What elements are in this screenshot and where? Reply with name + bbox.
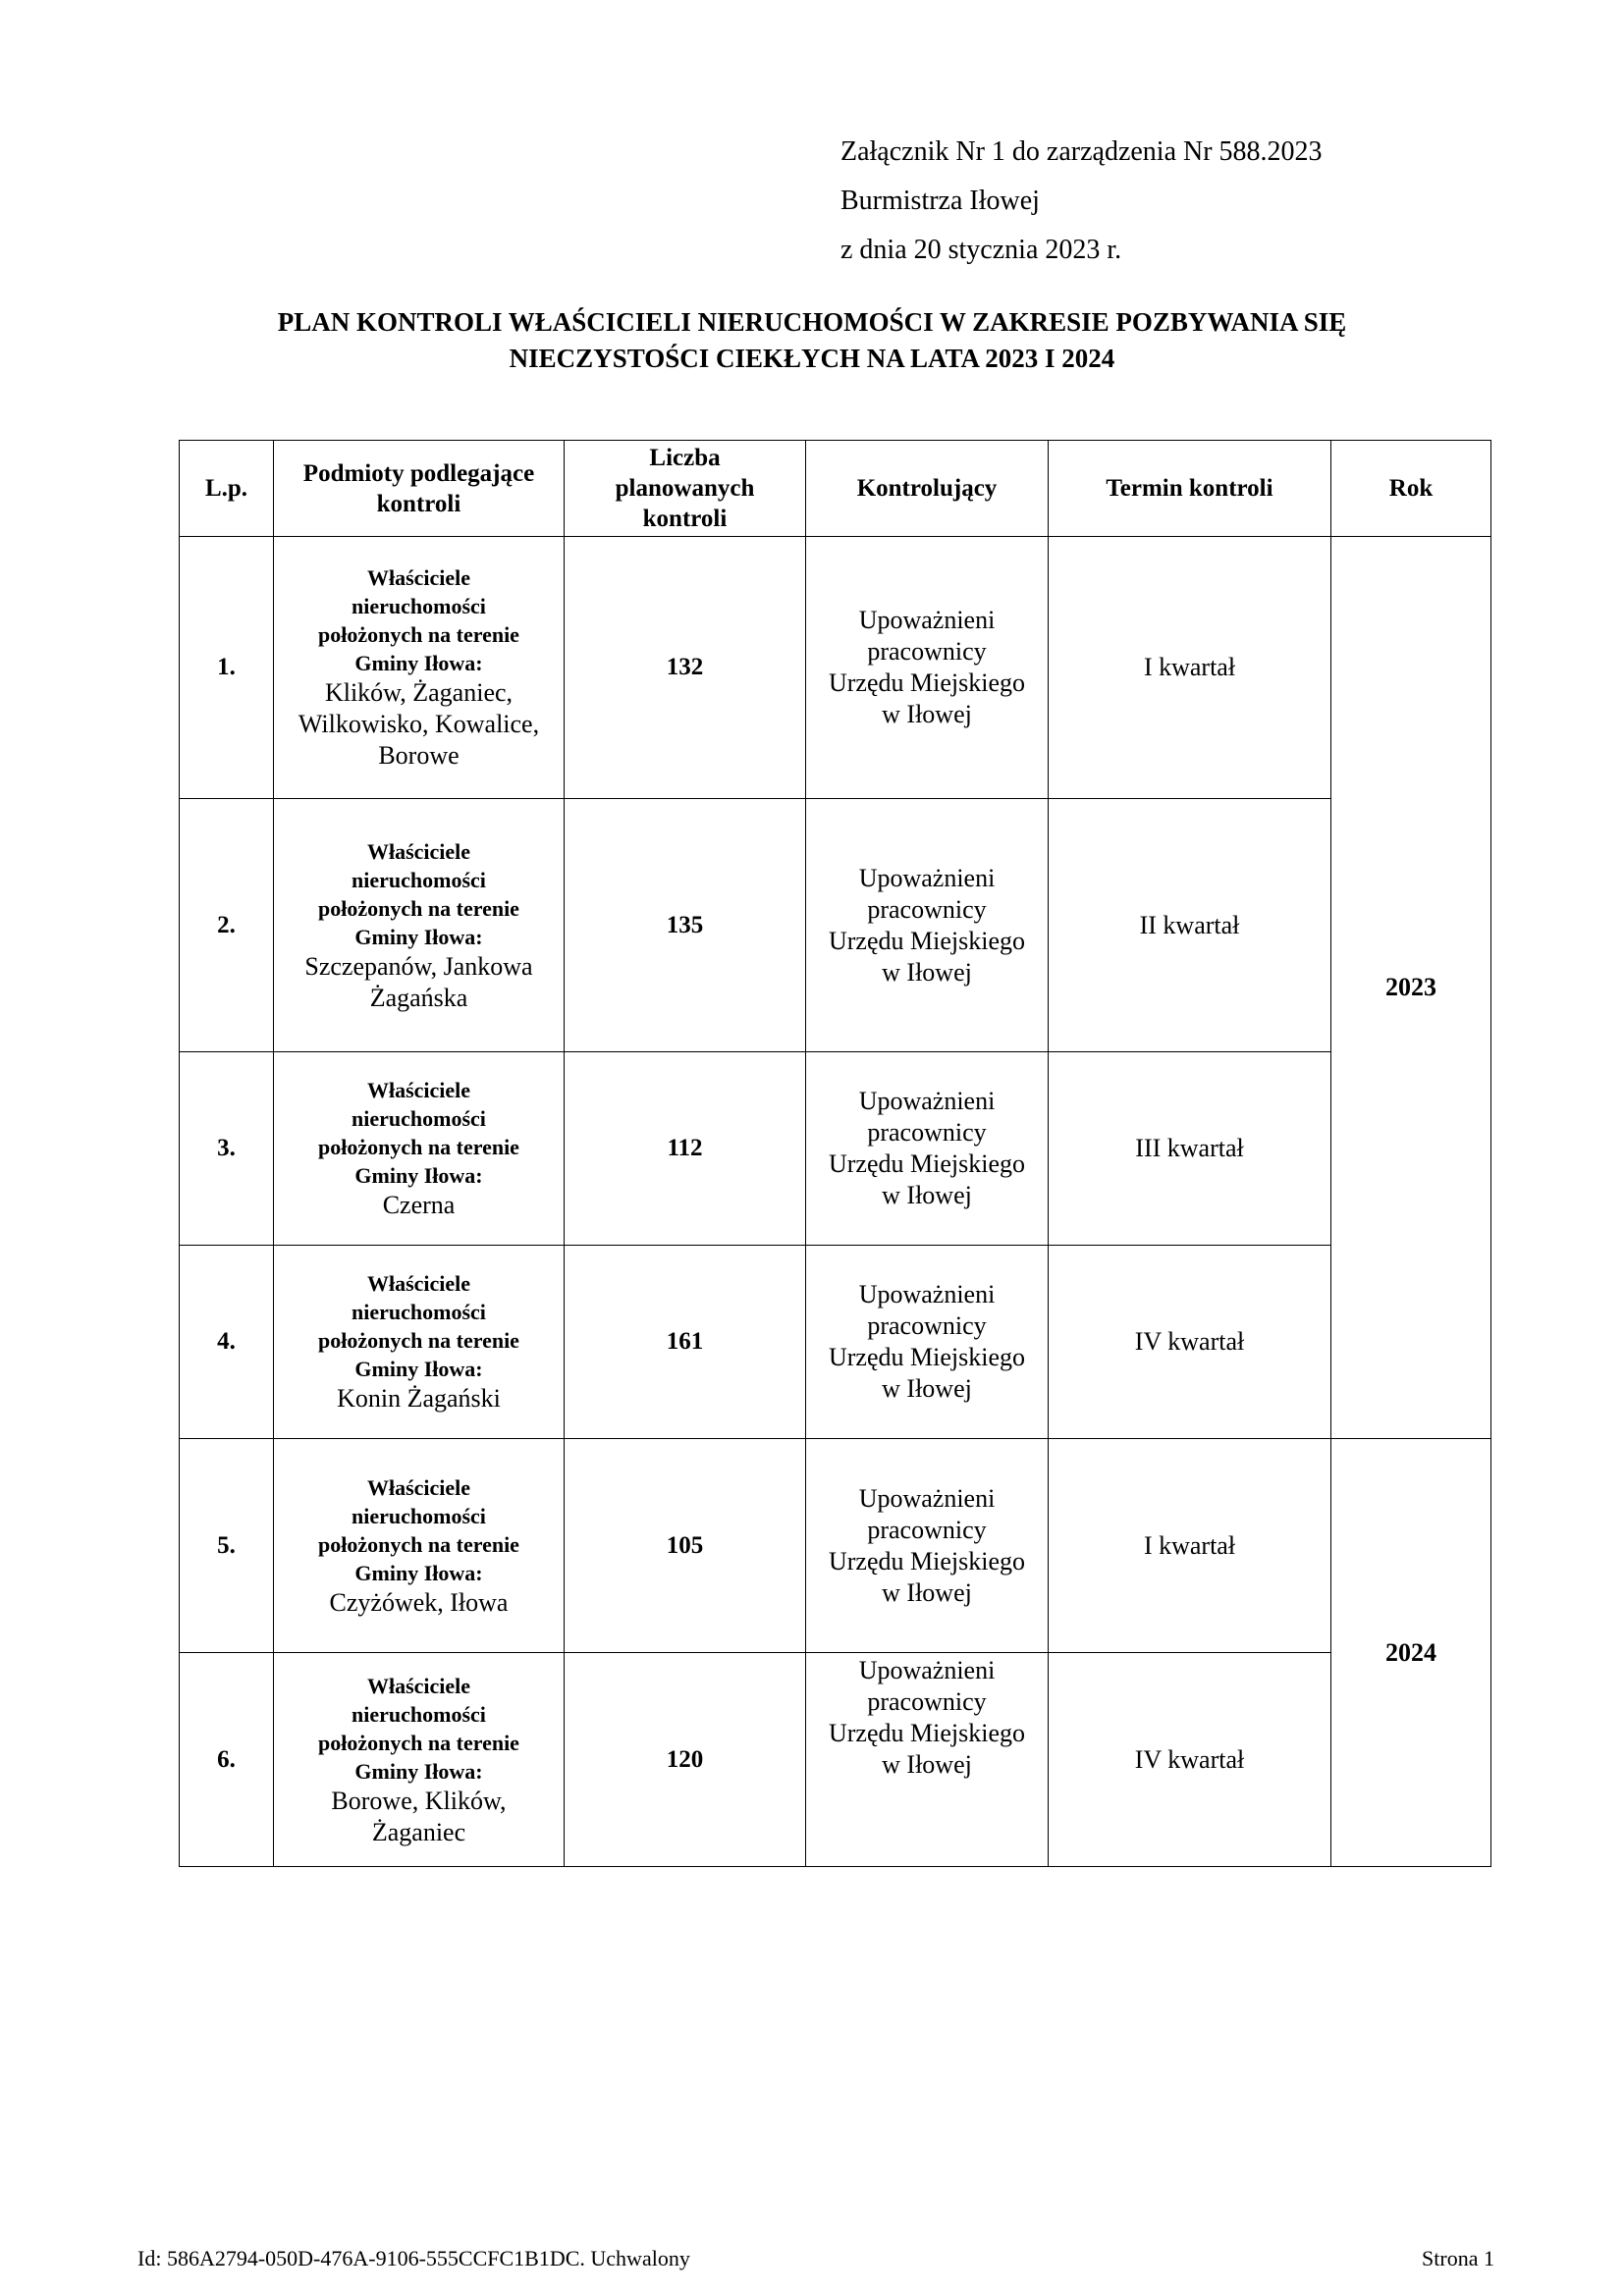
subject-owner-line: Gminy Iłowa: xyxy=(354,1758,483,1784)
controller-cell xyxy=(806,799,1049,1052)
planned-count: 135 xyxy=(565,799,806,1052)
controller-line: Urzędu Miejskiego xyxy=(828,668,1025,697)
controller-line: Upoważnieni xyxy=(858,606,996,634)
control-term: III kwartał xyxy=(1049,1052,1331,1246)
controller-line: w Iłowej xyxy=(882,1750,972,1779)
row-number: 3. xyxy=(180,1052,274,1246)
subject-owner-line: nieruchomości xyxy=(352,1503,486,1528)
subject-owner-line: Właściciele xyxy=(366,1078,471,1102)
subject-place-line: Żagańska xyxy=(369,983,468,1012)
header-lp: L.p. xyxy=(180,441,274,537)
year-cell-2023: 2023 xyxy=(1331,537,1491,1439)
document-id-footer: Id: 586A2794-050D-476A-9106-555CCFC1B1DC. Uchwalony xyxy=(137,2246,690,2270)
controller-line: Urzędu Miejskiego xyxy=(828,926,1025,955)
controller-line: Upoważnieni xyxy=(858,1087,996,1115)
subject-place-line: Klików, Żaganiec, xyxy=(324,678,514,707)
subject-owner-line: położonych na terenie xyxy=(318,622,519,647)
subject-owner-line: nieruchomości xyxy=(352,594,486,618)
controller-line: w Iłowej xyxy=(882,1577,972,1607)
subject-cell xyxy=(274,1439,565,1653)
row-number: 6. xyxy=(180,1653,274,1867)
subject-owner-line: nieruchomości xyxy=(352,1106,486,1131)
controller-line: Upoważnieni xyxy=(858,863,996,892)
header-term: Termin kontroli xyxy=(1049,441,1331,537)
attachment-header-line-3: z dnia 20 stycznia 2023 r. xyxy=(840,235,1122,265)
subject-place-line: Szczepanów, Jankowa xyxy=(304,951,533,981)
subject-owner-line: Właściciele xyxy=(366,565,471,590)
subject-owner-line: Właściciele xyxy=(366,838,471,864)
year-cell-2024: 2024 xyxy=(1331,1439,1491,1867)
header-planned-count: Liczba planowanych kontroli xyxy=(565,441,806,537)
controller-cell xyxy=(806,537,1049,799)
planned-count: 105 xyxy=(565,1439,806,1653)
document-title-line-2: NIECZYSTOŚCI CIEKŁYCH NA LATA 2023 I 2024 xyxy=(509,344,1115,373)
page-number: Strona 1 xyxy=(1422,2246,1494,2270)
subject-place-line: Czerna xyxy=(382,1191,456,1219)
subject-owner-line: nieruchomości xyxy=(352,1701,486,1727)
planned-count: 120 xyxy=(565,1653,806,1867)
attachment-header xyxy=(840,128,1323,275)
header-year: Rok xyxy=(1331,441,1491,537)
subject-place-line: Borowe xyxy=(378,741,460,770)
controller-cell xyxy=(806,1246,1049,1439)
table-row xyxy=(180,799,1491,1052)
subject-owner-line: położonych na terenie xyxy=(318,1328,519,1353)
subject-owner-line: położonych na terenie xyxy=(318,895,519,921)
controller-line: pracownicy xyxy=(867,1687,987,1716)
subject-owner-line: Gminy Iłowa: xyxy=(354,1560,483,1585)
subject-owner-line: Właściciele xyxy=(366,1474,471,1500)
header-controller: Kontrolujący xyxy=(806,441,1049,537)
planned-count: 132 xyxy=(565,537,806,799)
controller-line: Urzędu Miejskiego xyxy=(828,1719,1025,1747)
planned-count: 112 xyxy=(565,1052,806,1246)
controller-line: Urzędu Miejskiego xyxy=(828,1149,1025,1178)
controller-line: pracownicy xyxy=(867,1515,987,1544)
table-row xyxy=(180,537,1491,799)
controller-line: pracownicy xyxy=(867,894,987,924)
subject-owner-line: położonych na terenie xyxy=(318,1531,519,1557)
control-term: I kwartał xyxy=(1049,1439,1331,1653)
subject-owner-line: Właściciele xyxy=(366,1271,471,1296)
subject-owner-line: Gminy Iłowa: xyxy=(354,1357,483,1381)
controller-line: pracownicy xyxy=(867,637,987,666)
subject-cell xyxy=(274,799,565,1052)
controller-line: w Iłowej xyxy=(882,1181,972,1209)
document-title xyxy=(147,304,1477,377)
subject-cell xyxy=(274,1052,565,1246)
row-number: 5. xyxy=(180,1439,274,1653)
attachment-header-line-2: Burmistrza Iłowej xyxy=(840,186,1040,216)
controller-line: Upoważnieni xyxy=(858,1280,996,1308)
subject-owner-line: położonych na terenie xyxy=(318,1135,519,1159)
subject-cell xyxy=(274,537,565,799)
subject-owner-line: Gminy Iłowa: xyxy=(354,651,483,675)
subject-place-line: Konin Żagański xyxy=(337,1384,501,1413)
table-row xyxy=(180,1439,1491,1653)
subject-place-line: Wilkowisko, Kowalice, xyxy=(298,710,540,738)
subject-owner-line: nieruchomości xyxy=(352,867,486,892)
subject-owner-line: położonych na terenie xyxy=(318,1730,519,1755)
controller-line: w Iłowej xyxy=(882,700,972,728)
controller-cell xyxy=(806,1653,1049,1867)
table-header-row xyxy=(180,441,1491,537)
controller-line: Urzędu Miejskiego xyxy=(828,1343,1025,1371)
header-subjects: Podmioty podlegające kontroli xyxy=(274,441,565,537)
controller-line: w Iłowej xyxy=(882,1374,972,1403)
control-term: II kwartał xyxy=(1049,799,1331,1052)
controller-line: w Iłowej xyxy=(882,957,972,987)
subject-owner-line: Właściciele xyxy=(366,1673,471,1698)
table-row xyxy=(180,1052,1491,1246)
row-number: 4. xyxy=(180,1246,274,1439)
controller-line: Upoważnieni xyxy=(858,1483,996,1513)
controller-cell xyxy=(806,1052,1049,1246)
subject-place-line: Borowe, Klików, xyxy=(331,1786,507,1815)
subject-owner-line: Gminy Iłowa: xyxy=(354,924,483,949)
table-row xyxy=(180,1246,1491,1439)
control-plan-table xyxy=(179,440,1491,1867)
controller-line: pracownicy xyxy=(867,1118,987,1147)
subject-place-line: Czyżówek, Iłowa xyxy=(329,1587,509,1617)
table-row xyxy=(180,1653,1491,1867)
subject-cell xyxy=(274,1246,565,1439)
controller-cell xyxy=(806,1439,1049,1653)
subject-owner-line: Gminy Iłowa: xyxy=(354,1163,483,1188)
subject-cell xyxy=(274,1653,565,1867)
controller-line: Urzędu Miejskiego xyxy=(828,1546,1025,1575)
control-term: IV kwartał xyxy=(1049,1246,1331,1439)
control-term: I kwartał xyxy=(1049,537,1331,799)
attachment-header-line-1: Załącznik Nr 1 do zarządzenia Nr 588.2023 xyxy=(840,136,1323,167)
controller-line: Upoważnieni xyxy=(858,1656,996,1684)
row-number: 1. xyxy=(180,537,274,799)
row-number: 2. xyxy=(180,799,274,1052)
control-term: IV kwartał xyxy=(1049,1653,1331,1867)
controller-line: pracownicy xyxy=(867,1311,987,1340)
subject-place-line: Żaganiec xyxy=(371,1817,466,1846)
planned-count: 161 xyxy=(565,1246,806,1439)
subject-owner-line: nieruchomości xyxy=(352,1300,486,1324)
document-title-line-1: PLAN KONTROLI WŁAŚCICIELI NIERUCHOMOŚCI W ZAKRESIE POZBYWANIA SIĘ xyxy=(277,307,1347,337)
